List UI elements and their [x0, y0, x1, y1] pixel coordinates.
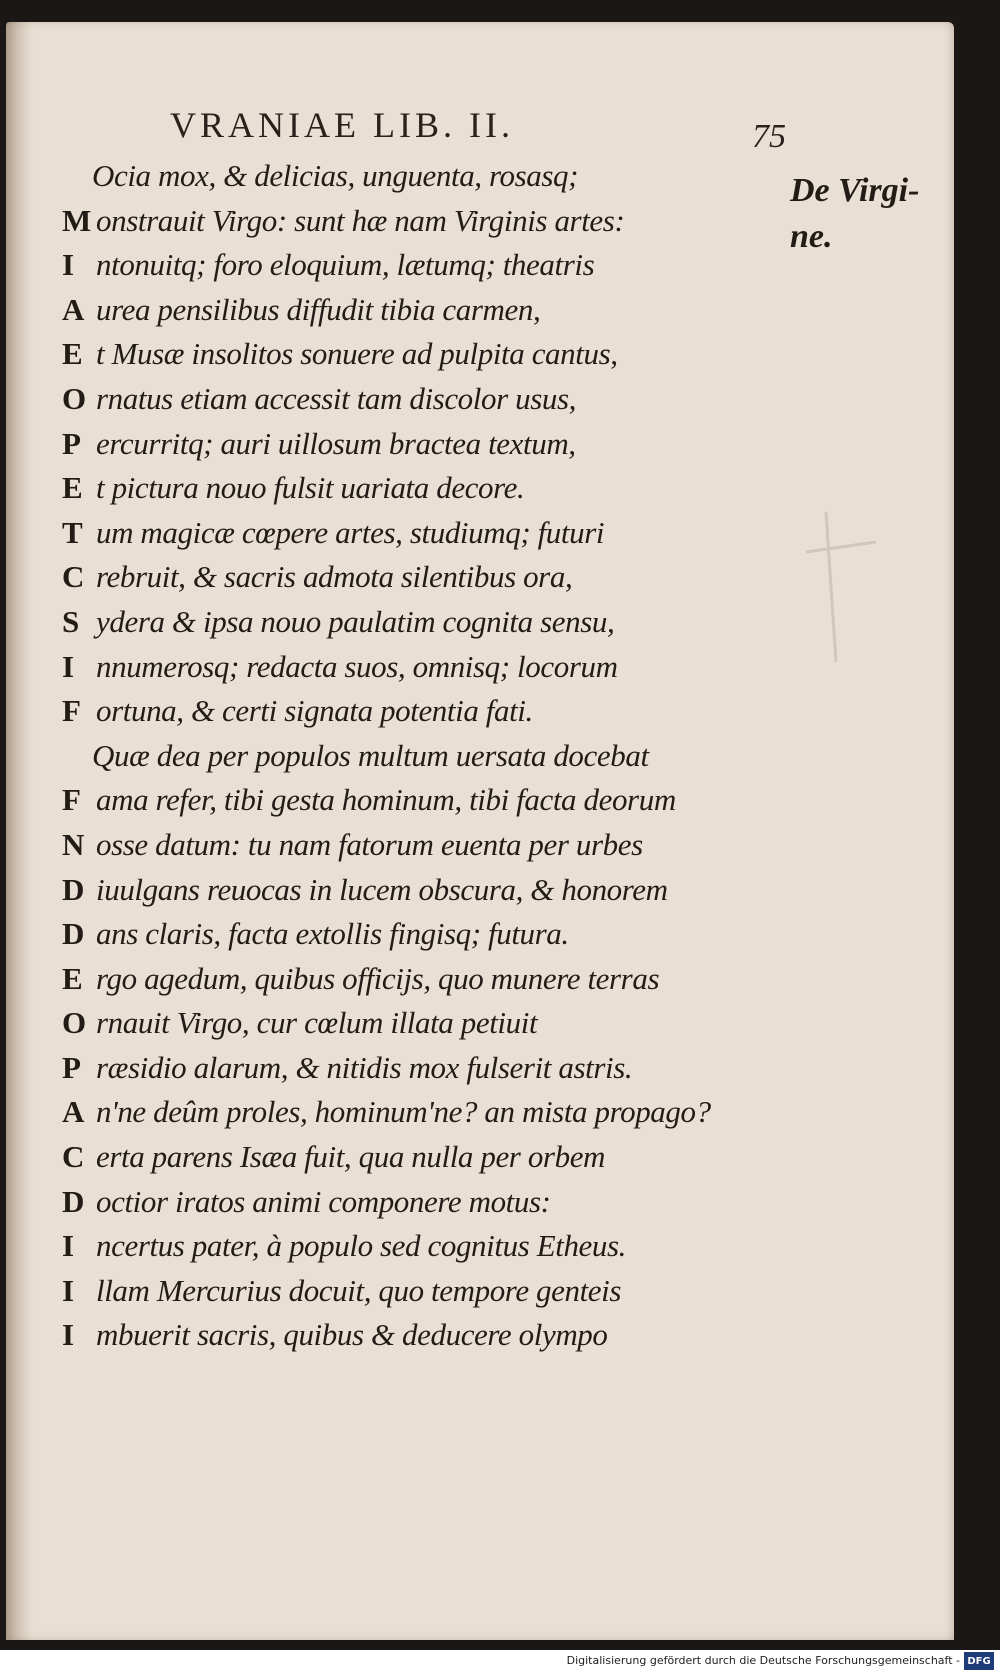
verse-text: octior iratos animi componere motus:	[96, 1183, 551, 1219]
verse-line	[62, 247, 762, 292]
verse-initial: D	[62, 871, 85, 907]
verse-text: erta parens Isæa fuit, qua nulla per orbem	[96, 1139, 606, 1175]
verse-initial: N	[62, 826, 85, 862]
verse-line	[62, 426, 762, 471]
verse-text: rgo agedum, quibus officijs, quo munere terras	[96, 960, 660, 996]
verse-text: iuulgans reuocas in lucem obscura, & honorem	[96, 871, 668, 907]
verse-initial: I	[62, 1272, 75, 1308]
verse-text: Ocia mox, & delicias, unguenta, rosasq;	[92, 158, 579, 193]
verse-line	[62, 872, 762, 917]
verse-line	[62, 649, 762, 694]
verse-initial: E	[62, 960, 83, 996]
verse-initial: I	[62, 1228, 75, 1264]
verse-text: n'ne deûm proles, hominum'ne? an mista propago?	[96, 1094, 711, 1130]
verse-initial: A	[62, 1094, 85, 1130]
verse-text: mbuerit sacris, quibus & deducere olympo	[96, 1317, 608, 1353]
verse-line	[62, 559, 762, 604]
verse-line	[62, 1228, 762, 1273]
verse-line	[62, 1139, 762, 1184]
verse-line	[62, 470, 762, 515]
verse-initial: E	[62, 336, 83, 372]
margin-note-line: ne.	[790, 218, 833, 255]
verse-initial: D	[62, 916, 85, 952]
verse-text: um magicæ cœpere artes, studiumq; futuri	[96, 514, 605, 550]
page-number: 75	[752, 118, 786, 155]
verse-initial: I	[62, 648, 75, 684]
verse-text: urea pensilibus diffudit tibia carmen,	[96, 291, 541, 327]
verse-block	[62, 158, 762, 1362]
verse-text: ama refer, tibi gesta hominum, tibi facta deorum	[96, 782, 676, 818]
running-head: VRANIAE LIB. II.	[170, 105, 514, 145]
verse-text: onstrauit Virgo: sunt hæ nam Virginis artes:	[96, 202, 625, 238]
verse-initial: O	[62, 1005, 87, 1041]
verse-line	[62, 515, 762, 560]
verse-text: ræsidio alarum, & nitidis mox fulserit astris.	[96, 1049, 633, 1085]
verse-line	[62, 1317, 762, 1362]
verse-line	[62, 381, 762, 426]
verse-line	[62, 1094, 762, 1139]
verse-line	[62, 782, 762, 827]
verse-initial: P	[62, 1049, 81, 1085]
verse-line	[62, 1005, 762, 1050]
verse-text: rnauit Virgo, cur cœlum illata petiuit	[96, 1005, 538, 1041]
verse-text: rebruit, & sacris admota silentibus ora,	[96, 559, 573, 595]
verse-line	[62, 1273, 762, 1318]
verse-text: t Musæ insolitos sonuere ad pulpita cantus,	[96, 336, 618, 372]
verse-initial: I	[62, 247, 75, 283]
verse-line	[62, 1184, 762, 1229]
verse-initial: A	[62, 291, 85, 327]
verse-line	[62, 827, 762, 872]
gutter-shadow	[6, 22, 34, 1640]
verse-text: ercurritq; auri uillosum bractea textum,	[96, 425, 576, 461]
verse-initial: F	[62, 782, 81, 818]
verse-text: ncertus pater, à populo sed cognitus Etheus.	[96, 1228, 627, 1264]
verse-line	[62, 961, 762, 1006]
verse-initial: M	[62, 202, 92, 238]
verse-initial: S	[62, 603, 80, 639]
verse-line	[62, 292, 762, 337]
verse-text: osse datum: tu nam fatorum euenta per urbes	[96, 826, 643, 862]
verse-line	[62, 158, 762, 203]
verse-line	[62, 336, 762, 381]
verse-text: ortuna, & certi signata potentia fati.	[96, 693, 533, 729]
verse-line	[62, 693, 762, 738]
verse-line	[62, 916, 762, 961]
verse-initial: P	[62, 425, 81, 461]
verse-text: nnumerosq; redacta suos, omnisq; locorum	[96, 648, 618, 684]
verse-initial: I	[62, 1317, 75, 1353]
verse-initial: C	[62, 1139, 85, 1175]
verse-line	[62, 738, 762, 783]
verse-initial: O	[62, 380, 87, 416]
verse-text: t pictura nouo fulsit uariata decore.	[96, 470, 525, 506]
verse-line	[62, 604, 762, 649]
dfg-logo: DFG	[964, 1652, 994, 1670]
verse-initial: D	[62, 1183, 85, 1219]
verse-initial: F	[62, 693, 81, 729]
verse-initial: E	[62, 470, 83, 506]
margin-note-line: De Virgi-	[790, 172, 920, 209]
verse-text: llam Mercurius docuit, quo tempore genteis	[96, 1272, 622, 1308]
verse-text: rnatus etiam accessit tam discolor usus,	[96, 380, 576, 416]
verse-line	[62, 203, 762, 248]
digitization-credit: Digitalisierung gefördert durch die Deutsche Forschungsgemeinschaft -	[566, 1654, 960, 1667]
verse-initial: T	[62, 514, 83, 550]
margin-note	[790, 168, 919, 260]
bleed-through-mark	[796, 492, 916, 672]
verse-line	[62, 1050, 762, 1095]
verse-text: ntonuitq; foro eloquium, lætumq; theatris	[96, 247, 595, 283]
verse-initial: C	[62, 559, 85, 595]
verse-text: Quæ dea per populos multum uersata docebat	[92, 737, 649, 773]
verse-text: ydera & ipsa nouo paulatim cognita sensu,	[96, 603, 615, 639]
verse-text: ans claris, facta extollis fingisq; futura.	[96, 916, 569, 952]
